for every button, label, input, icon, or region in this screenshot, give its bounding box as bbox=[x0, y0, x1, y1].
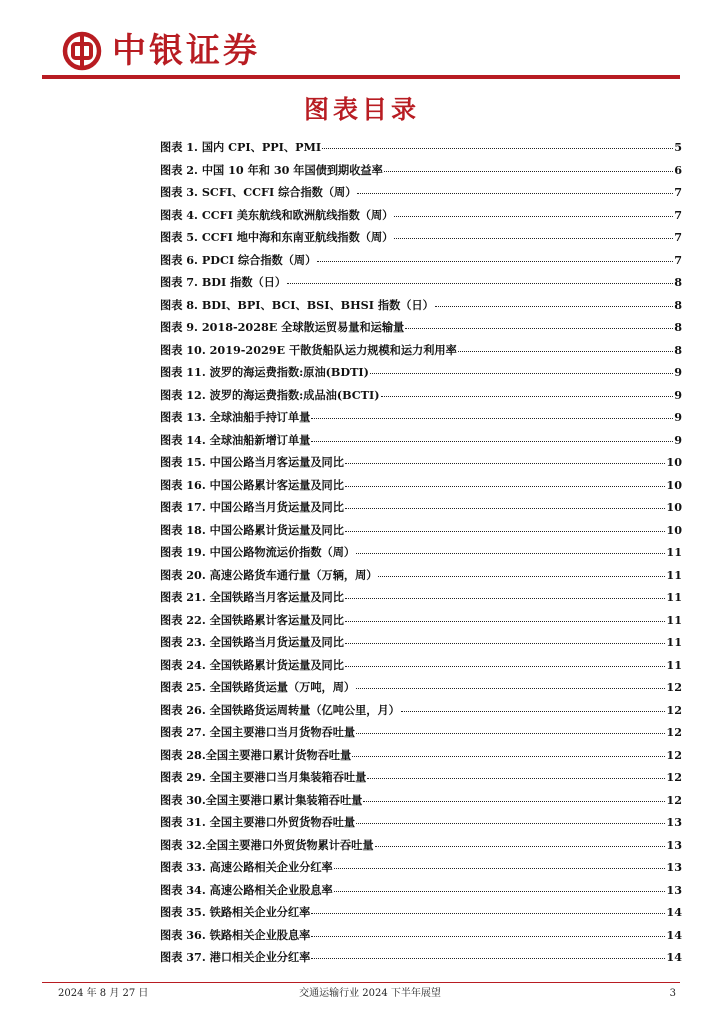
toc-dot-leader bbox=[356, 687, 665, 689]
toc-entry[interactable] bbox=[160, 721, 682, 744]
toc-entry-page: 13 bbox=[666, 815, 682, 829]
toc-dot-leader bbox=[381, 395, 674, 397]
toc-entry-page: 11 bbox=[666, 590, 682, 604]
toc-entry-label: 图表 5. CCFI 地中海和东南亚航线指数（周） bbox=[160, 230, 394, 244]
toc-entry-label: 图表 35. 铁路相关企业分红率 bbox=[160, 905, 311, 919]
toc-entry-page: 7 bbox=[674, 230, 682, 244]
toc-entry-label: 图表 9. 2018-2028E 全球散运贸易量和运输量 bbox=[160, 320, 405, 334]
toc-entry-page: 11 bbox=[666, 635, 682, 649]
toc-entry-page: 12 bbox=[666, 747, 682, 762]
footer-date: 2024 年 8 月 27 日 bbox=[58, 988, 149, 999]
boc-logo-icon bbox=[62, 31, 102, 71]
toc-entry-page: 7 bbox=[674, 252, 682, 267]
toc-entry[interactable] bbox=[160, 294, 682, 317]
toc-dot-leader bbox=[356, 552, 665, 554]
toc-entry-label: 图表 6. PDCI 综合指数（周） bbox=[160, 252, 317, 267]
toc-dot-leader bbox=[311, 440, 673, 442]
footer-page-number: 3 bbox=[669, 988, 676, 999]
toc-entry[interactable] bbox=[160, 811, 682, 834]
toc-entry-label: 图表 29. 全国主要港口当月集装箱吞吐量 bbox=[160, 770, 367, 784]
toc-entry[interactable] bbox=[160, 226, 682, 249]
toc-entry-page: 9 bbox=[674, 410, 682, 424]
toc-entry-label: 图表 28.全国主要港口累计货物吞吐量 bbox=[160, 747, 352, 762]
toc-entry-page: 10 bbox=[666, 455, 682, 469]
toc-entry-page: 7 bbox=[674, 207, 682, 222]
toc-entry-label: 图表 1. 国内 CPI、PPI、PMI bbox=[160, 140, 322, 154]
toc-entry[interactable] bbox=[160, 609, 682, 632]
toc-entry-page: 12 bbox=[666, 725, 682, 739]
toc-entry-label: 图表 25. 全国铁路货运量（万吨，周） bbox=[160, 680, 356, 694]
toc-entry[interactable] bbox=[160, 564, 682, 587]
toc-dot-leader bbox=[363, 800, 665, 802]
toc-entry[interactable] bbox=[160, 699, 682, 722]
toc-entry-page: 8 bbox=[674, 320, 682, 334]
toc-dot-leader bbox=[375, 845, 666, 847]
brand-name: 中银证券 bbox=[112, 31, 260, 71]
toc-entry-label: 图表 21. 全国铁路当月客运量及同比 bbox=[160, 590, 344, 604]
footer-report-name: 交通运输行业 2024 下半年展望 bbox=[299, 988, 441, 999]
toc-dot-leader bbox=[334, 890, 666, 892]
toc-entry[interactable] bbox=[160, 631, 682, 654]
toc-dot-leader bbox=[394, 215, 673, 217]
toc-entry-label: 图表 16. 中国公路累计客运量及同比 bbox=[160, 477, 344, 492]
toc-entry-label: 图表 12. 波罗的海运费指数:成品油(BCTI) bbox=[160, 387, 380, 402]
toc-dot-leader bbox=[345, 597, 666, 599]
toc-entry[interactable] bbox=[160, 406, 682, 429]
toc-entry-page: 13 bbox=[666, 837, 682, 852]
toc-entry-page: 10 bbox=[666, 522, 682, 537]
toc-list bbox=[160, 136, 682, 969]
toc-entry-label: 图表 2. 中国 10 年和 30 年国债到期收益率 bbox=[160, 162, 383, 177]
toc-dot-leader bbox=[352, 755, 665, 757]
toc-entry-label: 图表 26. 全国铁路货运周转量（亿吨公里，月） bbox=[160, 702, 400, 717]
toc-entry[interactable] bbox=[160, 834, 682, 857]
toc-entry-page: 11 bbox=[666, 567, 682, 582]
toc-entry-label: 图表 34. 高速公路相关企业股息率 bbox=[160, 882, 333, 897]
toc-entry[interactable] bbox=[160, 519, 682, 542]
toc-dot-leader bbox=[345, 620, 666, 622]
toc-entry-label: 图表 18. 中国公路累计货运量及同比 bbox=[160, 522, 344, 537]
toc-entry-page: 9 bbox=[674, 365, 682, 379]
toc-entry-page: 13 bbox=[666, 882, 682, 897]
toc-dot-leader bbox=[311, 957, 665, 959]
toc-entry[interactable] bbox=[160, 856, 682, 879]
toc-entry-label: 图表 23. 全国铁路当月货运量及同比 bbox=[160, 635, 344, 649]
toc-entry[interactable] bbox=[160, 654, 682, 677]
toc-entry[interactable] bbox=[160, 136, 682, 159]
toc-entry[interactable] bbox=[160, 181, 682, 204]
toc-entry[interactable] bbox=[160, 676, 682, 699]
toc-dot-leader bbox=[345, 462, 666, 464]
toc-entry[interactable] bbox=[160, 924, 682, 947]
toc-entry[interactable] bbox=[160, 384, 682, 407]
toc-entry-page: 9 bbox=[674, 387, 682, 402]
toc-entry-page: 11 bbox=[666, 545, 682, 559]
toc-entry-label: 图表 14. 全球油船新增订单量 bbox=[160, 432, 311, 447]
toc-entry-page: 9 bbox=[674, 432, 682, 447]
toc-entry[interactable] bbox=[160, 901, 682, 924]
toc-dot-leader bbox=[345, 665, 666, 667]
footer-divider bbox=[42, 982, 680, 983]
toc-dot-leader bbox=[345, 530, 666, 532]
toc-dot-leader bbox=[334, 867, 666, 869]
page-header bbox=[0, 0, 724, 90]
toc-entry-page: 7 bbox=[674, 185, 682, 199]
toc-entry-label: 图表 30.全国主要港口累计集装箱吞吐量 bbox=[160, 792, 363, 807]
toc-entry[interactable] bbox=[160, 946, 682, 969]
toc-entry-label: 图表 8. BDI、BPI、BCI、BSI、BHSI 指数（日） bbox=[160, 297, 434, 312]
toc-entry-label: 图表 10. 2019-2029E 干散货船队运力规模和运力利用率 bbox=[160, 342, 457, 357]
toc-entry[interactable] bbox=[160, 429, 682, 452]
toc-dot-leader bbox=[401, 710, 666, 712]
toc-entry-page: 14 bbox=[666, 950, 682, 964]
toc-entry[interactable] bbox=[160, 474, 682, 497]
toc-dot-leader bbox=[458, 350, 673, 352]
toc-entry[interactable] bbox=[160, 766, 682, 789]
toc-entry-label: 图表 20. 高速公路货车通行量（万辆，周） bbox=[160, 567, 378, 582]
toc-entry-page: 8 bbox=[674, 297, 682, 312]
toc-entry-label: 图表 36. 铁路相关企业股息率 bbox=[160, 927, 311, 942]
toc-title: 图表目录 bbox=[303, 95, 420, 124]
toc-entry[interactable] bbox=[160, 271, 682, 294]
toc-entry-page: 14 bbox=[666, 905, 682, 919]
toc-entry-label: 图表 37. 港口相关企业分红率 bbox=[160, 950, 311, 964]
toc-entry-label: 图表 27. 全国主要港口当月货物吞吐量 bbox=[160, 725, 356, 739]
toc-entry[interactable] bbox=[160, 339, 682, 362]
toc-dot-leader bbox=[435, 305, 673, 307]
toc-entry-label: 图表 7. BDI 指数（日） bbox=[160, 275, 287, 289]
toc-dot-leader bbox=[357, 192, 673, 194]
toc-dot-leader bbox=[405, 327, 673, 329]
toc-entry-label: 图表 3. SCFI、CCFI 综合指数（周） bbox=[160, 185, 357, 199]
toc-entry-label: 图表 11. 波罗的海运费指数:原油(BDTI) bbox=[160, 365, 369, 379]
toc-entry-page: 11 bbox=[666, 657, 682, 672]
toc-entry-label: 图表 13. 全球油船手持订单量 bbox=[160, 410, 311, 424]
toc-entry[interactable] bbox=[160, 496, 682, 519]
toc-entry-page: 12 bbox=[666, 680, 682, 694]
toc-dot-leader bbox=[370, 372, 673, 374]
toc-entry-page: 8 bbox=[674, 275, 682, 289]
toc-entry-page: 12 bbox=[666, 770, 682, 784]
toc-entry[interactable] bbox=[160, 316, 682, 339]
toc-entry[interactable] bbox=[160, 789, 682, 812]
toc-dot-leader bbox=[356, 732, 665, 734]
toc-entry-page: 10 bbox=[666, 500, 682, 514]
toc-dot-leader bbox=[345, 485, 666, 487]
toc-entry-label: 图表 17. 中国公路当月货运量及同比 bbox=[160, 500, 344, 514]
toc-entry-label: 图表 22. 全国铁路累计客运量及同比 bbox=[160, 612, 344, 627]
toc-dot-leader bbox=[378, 575, 665, 577]
toc-entry[interactable] bbox=[160, 159, 682, 182]
toc-entry-label: 图表 31. 全国主要港口外贸货物吞吐量 bbox=[160, 815, 356, 829]
toc-dot-leader bbox=[367, 777, 665, 779]
toc-entry[interactable] bbox=[160, 249, 682, 272]
toc-entry[interactable] bbox=[160, 586, 682, 609]
toc-entry[interactable] bbox=[160, 744, 682, 767]
toc-entry-page: 8 bbox=[674, 342, 682, 357]
toc-entry[interactable] bbox=[160, 204, 682, 227]
toc-entry-page: 12 bbox=[666, 702, 682, 717]
toc-dot-leader bbox=[384, 170, 673, 172]
toc-entry-page: 10 bbox=[666, 477, 682, 492]
toc-entry-page: 5 bbox=[674, 140, 682, 154]
toc-dot-leader bbox=[311, 935, 665, 937]
toc-entry[interactable] bbox=[160, 451, 682, 474]
toc-entry[interactable] bbox=[160, 361, 682, 384]
toc-dot-leader bbox=[394, 237, 673, 239]
toc-dot-leader bbox=[311, 417, 673, 419]
page-footer bbox=[58, 986, 682, 1002]
toc-dot-leader bbox=[311, 912, 665, 914]
toc-entry-label: 图表 15. 中国公路当月客运量及同比 bbox=[160, 455, 344, 469]
toc-entry-page: 12 bbox=[666, 792, 682, 807]
toc-entry[interactable] bbox=[160, 879, 682, 902]
toc-dot-leader bbox=[322, 147, 673, 149]
toc-entry-page: 14 bbox=[666, 927, 682, 942]
toc-entry[interactable] bbox=[160, 541, 682, 564]
toc-dot-leader bbox=[287, 282, 673, 284]
toc-entry-page: 11 bbox=[666, 612, 682, 627]
header-divider bbox=[42, 75, 680, 79]
toc-dot-leader bbox=[345, 507, 666, 509]
toc-entry-label: 图表 19. 中国公路物流运价指数（周） bbox=[160, 545, 356, 559]
toc-entry-page: 13 bbox=[666, 860, 682, 874]
toc-dot-leader bbox=[345, 642, 666, 644]
toc-dot-leader bbox=[317, 260, 673, 262]
toc-entry-label: 图表 32.全国主要港口外贸货物累计吞吐量 bbox=[160, 837, 374, 852]
toc-dot-leader bbox=[356, 822, 665, 824]
toc-entry-label: 图表 33. 高速公路相关企业分红率 bbox=[160, 860, 333, 874]
toc-entry-label: 图表 24. 全国铁路累计货运量及同比 bbox=[160, 657, 344, 672]
toc-entry-page: 6 bbox=[674, 162, 682, 177]
toc-entry-label: 图表 4. CCFI 美东航线和欧洲航线指数（周） bbox=[160, 207, 394, 222]
